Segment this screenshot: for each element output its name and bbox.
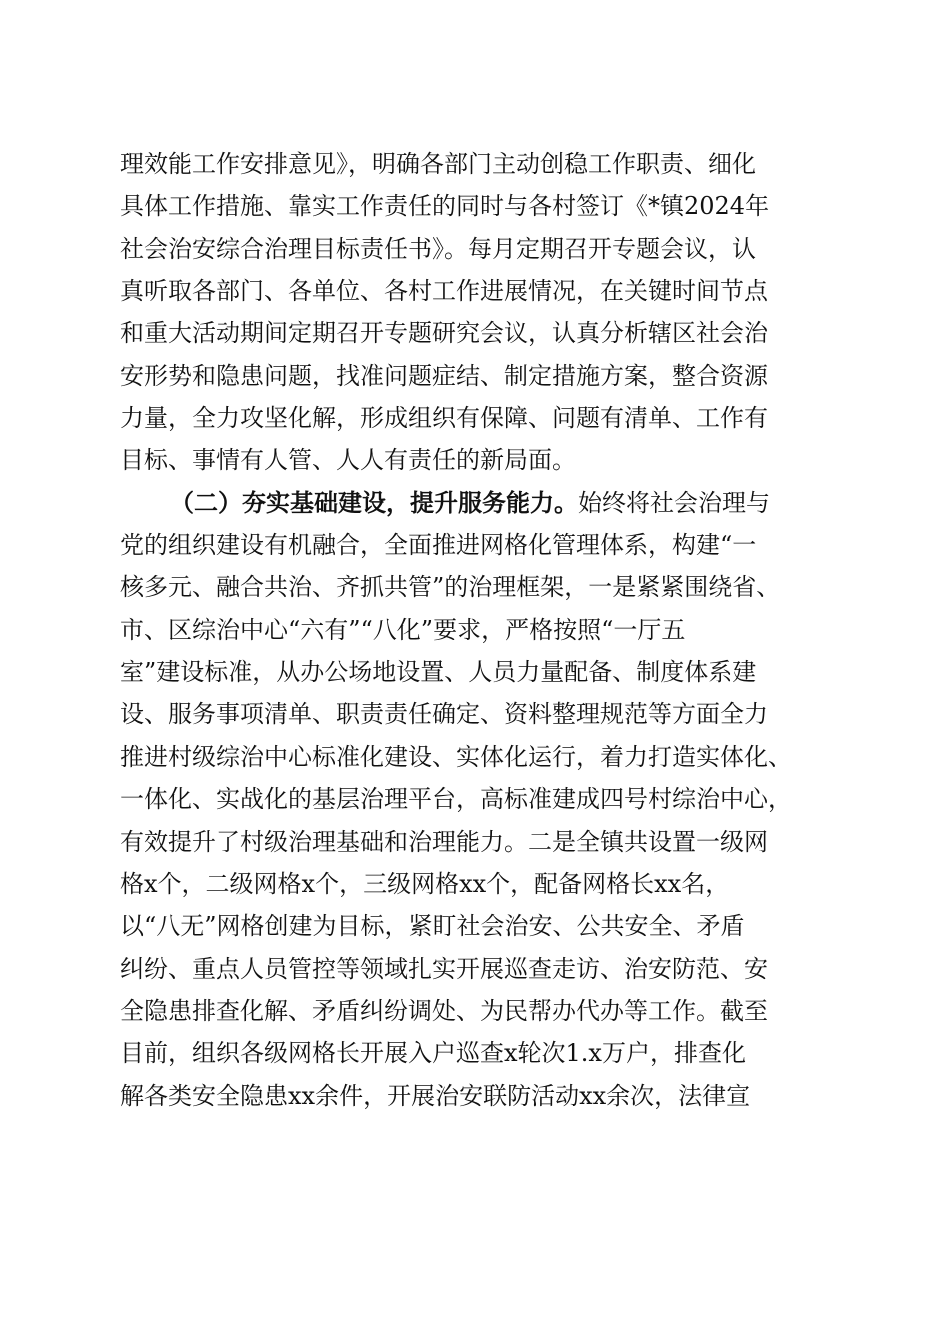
text-line: 真听取各部门、各单位、各村工作进展情况，在关键时间节点: [120, 277, 768, 306]
paragraph-1: [120, 143, 840, 482]
text-line: 有效提升了村级治理基础和治理能力。二是全镇共设置一级网: [120, 827, 768, 856]
text-line: 安形势和隐患问题，找准问题症结、制定措施方案，整合资源: [120, 361, 768, 390]
text-span: 始终将社会治理与: [578, 488, 770, 517]
text-line: 理效能工作安排意见》，明确各部门主动创稳工作职责、细化: [120, 150, 756, 178]
text-line: 一体化、实战化的基层治理平台，高标准建成四号村综治中心，: [120, 785, 792, 814]
text-line: 社会治安综合治理目标责任书》。每月定期召开专题会议，认: [120, 234, 756, 263]
document-body: [120, 143, 840, 1117]
text-line: 推进村级综治中心标准化建设、实体化运行，着力打造实体化、: [120, 742, 792, 771]
text-line: 市、区综治中心“六有”“八化”要求，严格按照“一厅五: [120, 615, 686, 644]
text-line: 格x个，二级网格x个，三级网格xx个，配备网格长xx名，: [120, 869, 730, 898]
text-line: 设、服务事项清单、职责责任确定、资料整理规范等方面全力: [120, 700, 768, 729]
text-line: 目标、事情有人管、人人有责任的新局面。: [120, 446, 576, 475]
text-line: 党的组织建设有机融合，全面推进网格化管理体系，构建“一: [120, 531, 757, 560]
section-heading: （二）夯实基础建设，提升服务能力。: [170, 487, 578, 517]
text-line: 核多元、融合共治、齐抓共管”的治理框架，一是紧紧围绕省、: [120, 573, 781, 602]
text-line: 力量，全力攻坚化解，形成组织有保障、问题有清单、工作有: [120, 404, 768, 433]
paragraph-first-line: [120, 482, 840, 524]
text-line: 和重大活动期间定期召开专题研究会议，认真分析辖区社会治: [120, 319, 768, 348]
text-line: 具体工作措施、靠实工作责任的同时与各村签订《*镇2024年: [120, 192, 770, 221]
text-line: 室”建设标准，从办公场地设置、人员力量配备、制度体系建: [120, 658, 757, 687]
paragraph-2: [120, 482, 840, 1117]
text-line: 目前，组织各级网格长开展入户巡查x轮次1.x万户，排查化: [120, 1039, 746, 1068]
text-line: 全隐患排查化解、矛盾纠纷调处、为民帮办代办等工作。截至: [120, 996, 768, 1025]
text-line: 纠纷、重点人员管控等领域扎实开展巡查走访、治安防范、安: [120, 954, 768, 983]
text-line: 解各类安全隐患xx余件，开展治安联防活动xx余次，法律宣: [120, 1081, 751, 1110]
text-line: 以“八无”网格创建为目标，紧盯社会治安、公共安全、矛盾: [120, 912, 745, 941]
